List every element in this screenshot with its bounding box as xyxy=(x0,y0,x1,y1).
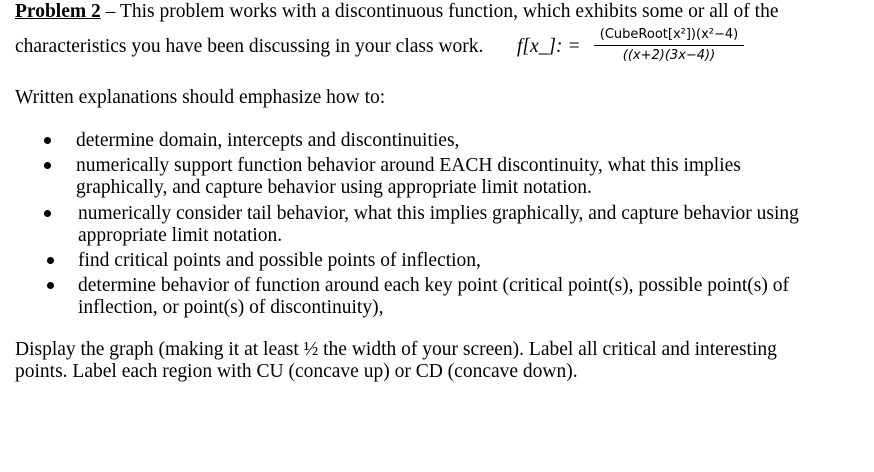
list-item-line: determine behavior of function around each key point (critical point(s), possible point(s) of xyxy=(78,275,789,296)
problem-description-line-2: characteristics you have been discussing in your class work. xyxy=(15,36,484,57)
list-item-line: appropriate limit notation. xyxy=(78,225,283,246)
function-definition-lhs: f[x_]: = xyxy=(517,36,581,57)
fraction-bar xyxy=(594,45,744,46)
list-item-line: determine domain, intercepts and discontinuities, xyxy=(76,130,460,151)
fraction-numerator: (CubeRoot[x²])(x²−4) xyxy=(599,27,739,42)
list-item xyxy=(78,275,789,319)
problem-description-line-1: This problem works with a discontinuous function, which exhibits some or all of the xyxy=(119,1,779,22)
fraction-denominator: ((x+2)(3x−4)) xyxy=(622,48,716,63)
bullet-dot-icon xyxy=(44,162,51,169)
list-item-line: graphically, and capture behavior using appropriate limit notation. xyxy=(76,177,592,198)
instructions-intro: Written explanations should emphasize how to: xyxy=(15,87,386,108)
closing-line-1: Display the graph (making it at least ½ the width of your screen). Label all critical and interesting xyxy=(15,339,777,360)
bullet-dot-icon xyxy=(47,282,54,289)
bullet-dot-icon xyxy=(44,137,51,144)
bullet-dot-icon xyxy=(47,257,54,264)
function-fraction xyxy=(594,27,744,64)
title-dash: – xyxy=(100,1,120,22)
list-item-line: find critical points and possible points of inflection, xyxy=(78,250,481,271)
list-item-line: numerically consider tail behavior, what this implies graphically, and capture behavior using xyxy=(78,203,799,224)
list-item-line: numerically support function behavior around EACH discontinuity, what this implies xyxy=(76,155,741,176)
list-item xyxy=(78,250,481,272)
bullet-dot-icon xyxy=(44,210,51,217)
list-item-line: inflection, or point(s) of discontinuity), xyxy=(78,297,384,318)
closing-line-2: points. Label each region with CU (concave up) or CD (concave down). xyxy=(15,361,578,382)
list-item xyxy=(76,155,741,199)
problem-heading-line-1 xyxy=(15,1,779,23)
list-item xyxy=(78,203,799,247)
problem-title: Problem 2 xyxy=(15,1,101,22)
list-item xyxy=(76,130,459,152)
